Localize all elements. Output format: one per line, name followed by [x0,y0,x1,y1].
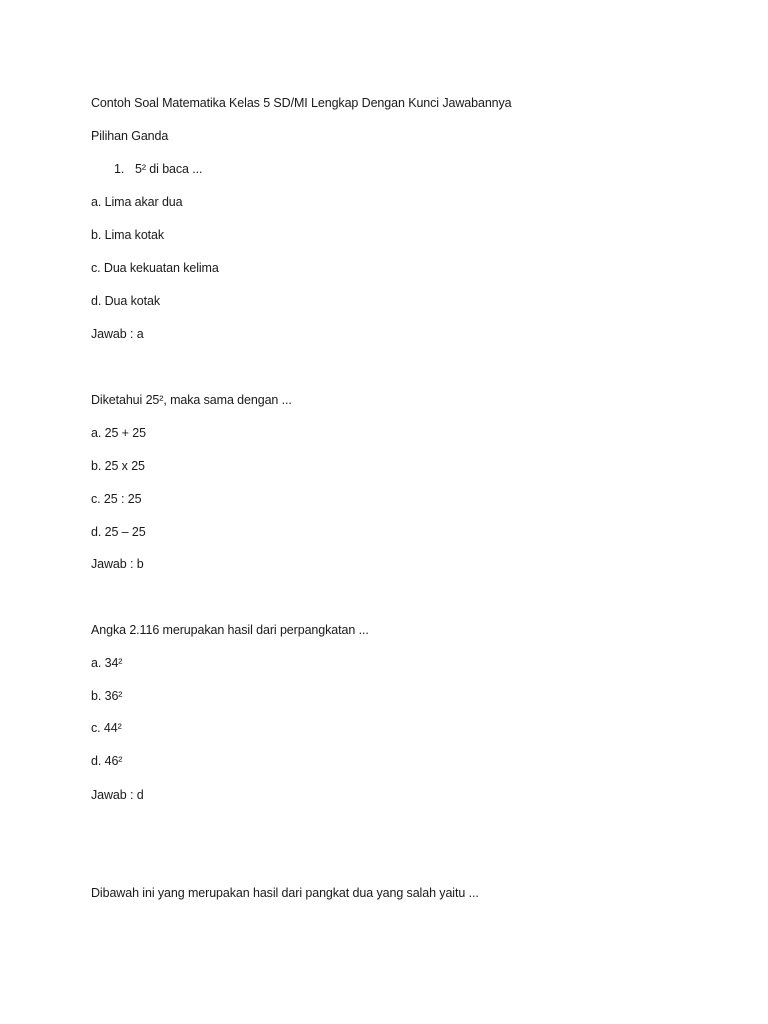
question-3: Angka 2.116 merupakan hasil dari perpangkatan ... [91,623,369,637]
question-2: Diketahui 25², maka sama dengan ... [91,393,292,407]
option-a: a. Lima akar dua [91,195,183,209]
option-b: b. 25 x 25 [91,459,145,473]
document-title: Contoh Soal Matematika Kelas 5 SD/MI Lengkap Dengan Kunci Jawabannya [91,96,512,110]
option-c: c. 44² [91,721,122,735]
option-c: c. Dua kekuatan kelima [91,261,219,275]
question-number: 1. [114,162,125,176]
option-b: b. Lima kotak [91,228,165,242]
option-d: d. Dua kotak [91,294,160,308]
option-d: d. 25 – 25 [91,525,146,539]
option-c: c. 25 : 25 [91,492,142,506]
question-1 [114,161,202,177]
answer: Jawab : b [91,557,144,571]
question-text: 5² di baca ... [135,162,203,176]
option-b: b. 36² [91,689,123,703]
question-4: Dibawah ini yang merupakan hasil dari pangkat dua yang salah yaitu ... [91,886,479,900]
section-heading: Pilihan Ganda [91,129,169,143]
option-a: a. 34² [91,656,123,670]
answer: Jawab : d [91,788,144,802]
option-d: d. 46² [91,754,123,768]
option-a: a. 25 + 25 [91,426,146,440]
answer: Jawab : a [91,327,144,341]
